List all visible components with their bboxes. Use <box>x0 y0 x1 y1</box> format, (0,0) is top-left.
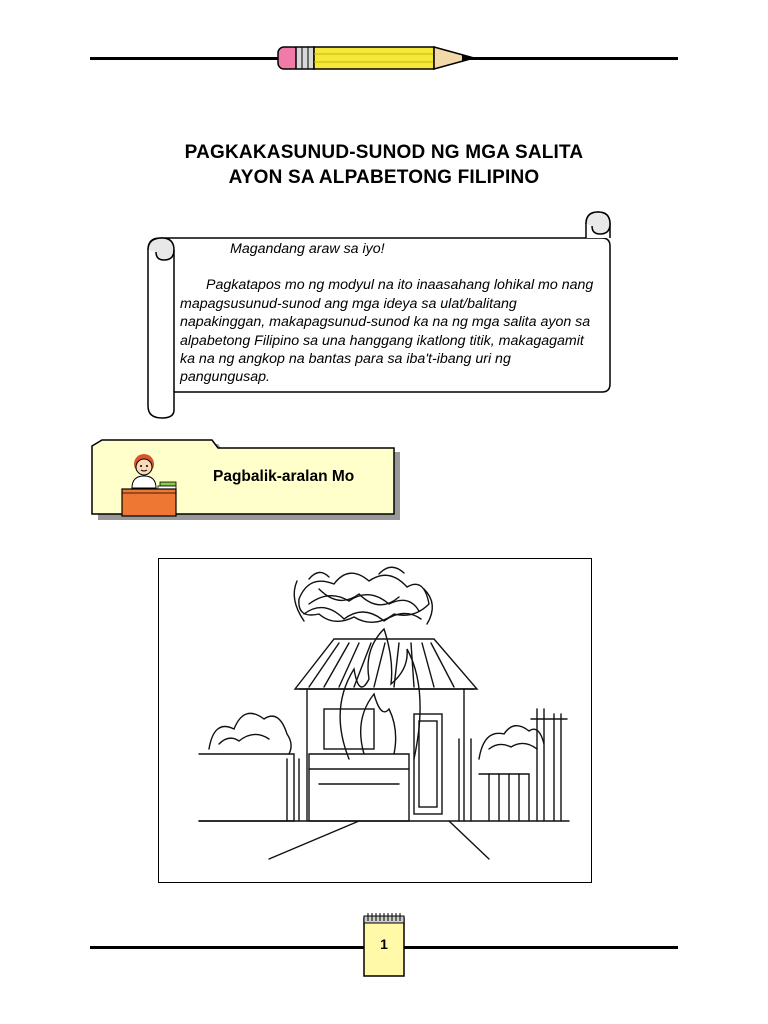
student-at-desk-icon <box>118 452 182 518</box>
pencil-icon <box>276 44 486 72</box>
title-line-1: PAGKAKASUNUD-SUNOD NG MGA SALITA <box>184 142 584 163</box>
intro-paragraph: Pagkatapos mo ng modyul na ito inaasahang lohikal mo nang mapagsusunud-sunod ang mga ideya sa ulat/balitang napakinggan, makapagsunud-sunod ka na ng mga salita ayon sa alpabetong Filipino sa una hanggang ikatlong titik, makagagamit ka na ng angkop na bantas para sa iba't-ibang uri ng pangungusap. <box>180 277 594 386</box>
page-title <box>100 140 668 190</box>
page-number: 1 <box>380 936 388 952</box>
intro-text <box>180 240 600 387</box>
section-label: Pagbalik-aralan Mo <box>213 468 355 485</box>
title-line-2: AYON SA ALPABETONG FILIPINO <box>228 167 540 188</box>
burning-house-sketch <box>159 559 591 882</box>
greeting: Magandang araw sa iyo! <box>230 241 385 257</box>
illustration-frame <box>158 558 592 883</box>
